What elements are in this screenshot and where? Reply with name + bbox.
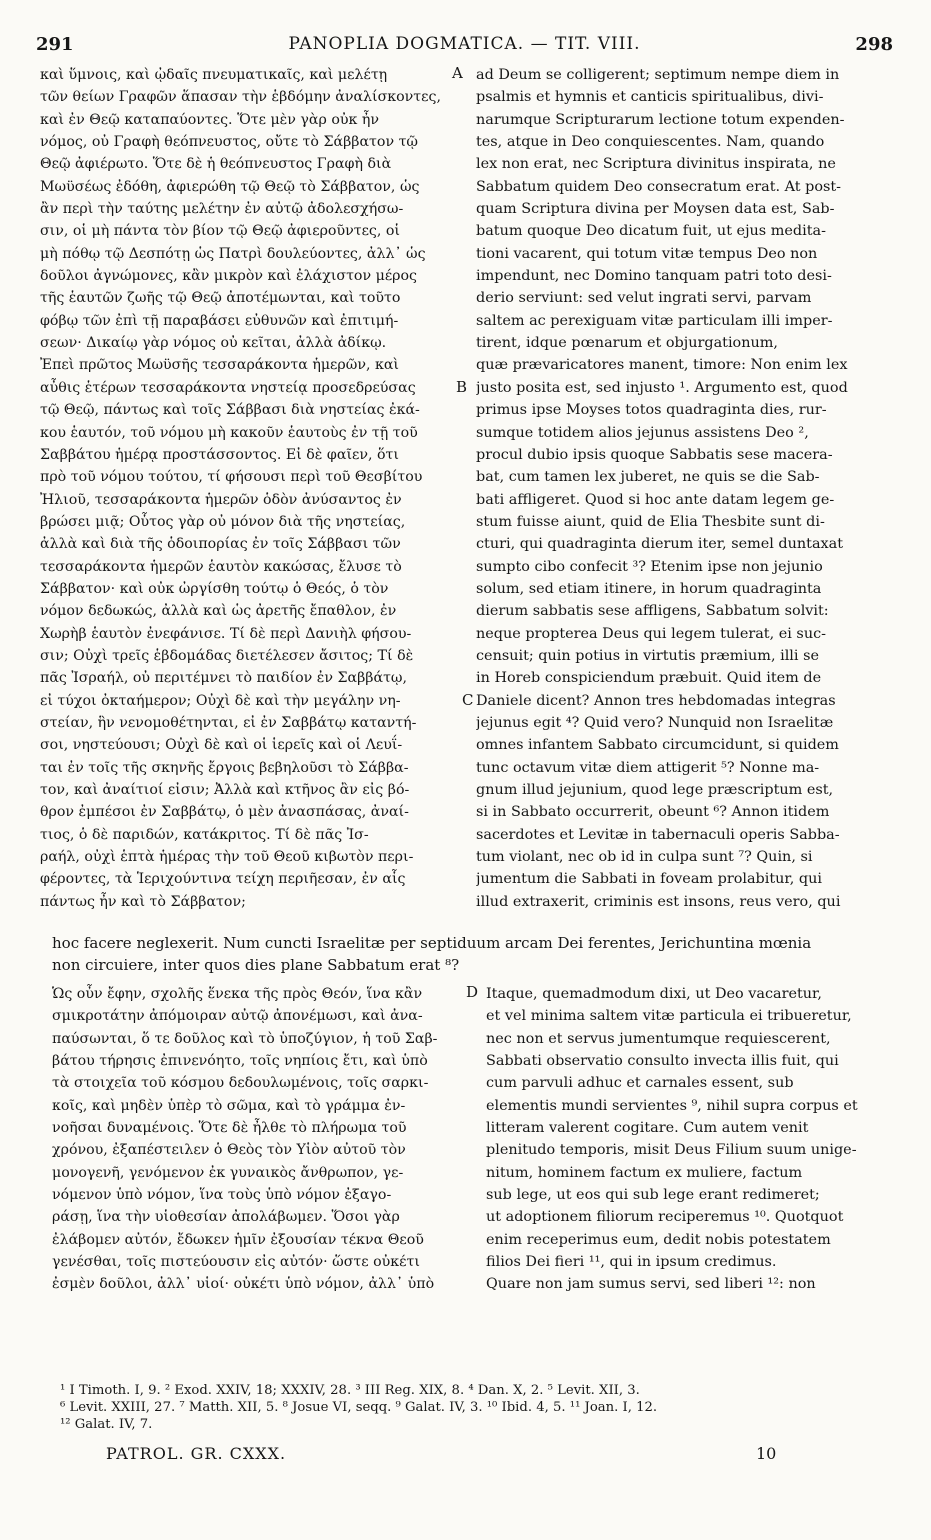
- text-line: βρώσει μιᾷ; Οὗτος γὰρ οὐ μόνον διὰ τῆς νηστείας,: [40, 513, 406, 530]
- latin-column-bottom: [486, 983, 896, 1296]
- text-line: τὰ στοιχεῖα τοῦ κόσμου δεδουλωμένοις, τοῖς σαρκι-: [52, 1075, 429, 1092]
- text-line: Μωϋσέως ἐδόθη, ἀφιερώθη τῷ Θεῷ τὸ Σάββατον, ὡς: [40, 178, 420, 195]
- text-line: φέροντες, τὰ Ἱεριχούντινα τείχη περιῆεσαν, ἐν αἷς: [40, 871, 406, 888]
- text-line: Sabbatum quidem Deo consecratum erat. At post-: [476, 178, 842, 195]
- text-line: κοῖς, καὶ μηδὲν ὑπὲρ τὸ σῶμα, καὶ τὸ γράμμα ἐν-: [52, 1097, 406, 1114]
- margin-letter-b: B: [456, 378, 468, 396]
- text-line: bat, cum tamen lex juberet, ne quis se die Sab-: [476, 469, 820, 486]
- text-line: gnum illud jejunium, quod lege præscriptum est,: [476, 782, 834, 798]
- text-line: νόμενον ὑπὸ νόμον, ἵνα τοὺς ὑπὸ νόμον ἐξαγο-: [52, 1187, 392, 1204]
- text-line: σεων· Δικαίῳ γὰρ νόμος οὐ κεῖται, ἀλλὰ ἀδίκῳ.: [40, 335, 387, 352]
- text-line: tunc octavum vitæ diem attigerit ⁵? Nonne ma-: [476, 759, 820, 776]
- text-line: justo posita est, sed injusto ¹. Argumento est, quod: [476, 379, 848, 396]
- text-line: ad Deum se colligerent; septimum nempe diem in: [476, 67, 840, 83]
- text-line: ραήλ, οὐχὶ ἑπτὰ ἡμέρας τὴν τοῦ Θεοῦ κιβωτὸν περι-: [40, 849, 414, 866]
- text-line: θρον ἐμπέσοι ἐν Σαββάτῳ, ὁ μὲν ἀνασπάσας, ἀναί-: [40, 804, 409, 821]
- running-title: PANOPLIA DOGMATICA. — TIT. VIII.: [288, 34, 641, 54]
- text-line: tirent, idque pœnarum et objurgationum,: [476, 335, 778, 352]
- latin-column-top: [476, 64, 896, 913]
- text-line: ut adoptionem filiorum reciperemus ¹⁰. Quotquot: [486, 1209, 844, 1226]
- text-line: batum quoque Deo dicatum fuit, ut ejus medita-: [476, 223, 826, 240]
- text-line: sub lege, ut eos qui sub lege erant redimeret;: [486, 1187, 820, 1204]
- text-line: ἂν περὶ τὴν ταύτης μελέτην ἐν αὐτῷ ἀδολεσχήσω-: [40, 201, 404, 218]
- text-line: φόβῳ τῶν ἐπὶ τῇ παραβάσει εὐθυνῶν καὶ ἐπιτιμή-: [40, 312, 399, 329]
- text-line: Σάββατον· καὶ οὐκ ὠργίσθη τούτῳ ὁ Θεός, ὁ τὸν: [40, 580, 389, 597]
- greek-column-bottom: [52, 983, 466, 1296]
- text-line: derio serviunt: sed velut ingrati servi, parvam: [476, 290, 812, 307]
- text-line: sumpto cibo confecit ³? Etenim ipse non jejunio: [476, 558, 823, 575]
- text-line: Daniele dicent? Annon tres hebdomadas integras: [476, 692, 836, 709]
- text-line: μὴ πόθῳ τῷ Δεσπότῃ ὡς Πατρὶ δουλεύοντες, ἀλλ᾽ ὡς: [40, 245, 426, 262]
- text-line: plenitudo temporis, misit Deus Filium suum unige-: [486, 1142, 857, 1159]
- text-line: non circuiere, inter quos dies plane Sabbatum erat ⁸?: [52, 956, 460, 975]
- text-line: καὶ ὕμνοις, καὶ ᾠδαῖς πνευματικαῖς, καὶ μελέτῃ: [40, 67, 388, 83]
- text-line: ράσῃ, ἵνα τὴν υἱοθεσίαν ἀπολάβωμεν. Ὅσοι γὰρ: [52, 1209, 400, 1226]
- text-line: litteram valerent cogitare. Cum autem venit: [486, 1120, 809, 1137]
- text-line: impendunt, nec Domino tanquam patri toto desi-: [476, 268, 832, 285]
- margin-letter-d: D: [466, 983, 479, 1001]
- text-line: δοῦλοι ἀγνώμονες, κἂν μικρὸν καὶ ἐλάχιστον μέρος: [40, 268, 417, 285]
- text-line: Quare non jam sumus servi, sed liberi ¹²: non: [486, 1276, 816, 1293]
- text-line: σμικροτάτην ἀπόμοιραν αὐτῷ ἀπονέμωσι, καὶ ἀνα-: [52, 1008, 423, 1025]
- text-line: ¹² Galat. IV, 7.: [60, 1417, 153, 1432]
- text-line: τεσσαράκοντα ἡμερῶν ἑαυτὸν κακώσας, ἔλυσε τὸ: [40, 558, 402, 575]
- text-line: ἐλάβομεν αὐτόν, ἔδωκεν ἡμῖν ἐξουσίαν τέκνα Θεοῦ: [52, 1231, 424, 1248]
- text-line: enim receperimus eum, dedit nobis potestatem: [486, 1231, 831, 1248]
- text-line: σιν; Οὐχὶ τρεῖς ἑβδομάδας διετέλεσεν ἄσιτος; Τί δὲ: [40, 647, 414, 664]
- text-line: νόμος, οὐ Γραφὴ θεόπνευστος, οὔτε τὸ Σάββατον τῷ: [40, 134, 418, 151]
- text-line: νόμον δεδωκώς, ἀλλὰ καὶ ὡς ἀρετῆς ἔπαθλον, ἐν: [40, 603, 397, 620]
- text-line: Θεῷ ἀφιέρωτο. Ὅτε δὲ ἡ θεόπνευστος Γραφὴ διὰ: [40, 156, 392, 173]
- page-footer: [106, 1444, 871, 1468]
- text-line: βάτου τήρησις ἐπινενόητο, τοῖς νηπίοις ἔτι, καὶ ὑπὸ: [52, 1053, 428, 1070]
- text-line: narumque Scripturarum lectione totum expenden-: [476, 111, 845, 128]
- text-line: quam Scriptura divina per Moysen data est, Sab-: [476, 201, 835, 218]
- text-line: et vel minima saltem vitæ particula ei tribueretur,: [486, 1008, 852, 1025]
- running-header: [36, 34, 893, 56]
- text-line: lex non erat, nec Scriptura divinitus inspirata, ne: [476, 156, 836, 173]
- text-line: πάντως ἦν καὶ τὸ Σάββατον;: [40, 893, 246, 910]
- text-line: ἀλλὰ καὶ διὰ τῆς ὁδοιπορίας ἐν τοῖς Σάββασι τῶν: [40, 536, 401, 553]
- text-line: κου ἑαυτόν, τοῦ νόμου μὴ κακοῦν ἑαυτοὺς ἐν τῇ τοῦ: [40, 424, 418, 441]
- series-signature: PATROL. GR. CXXX.: [106, 1444, 287, 1463]
- text-line: Ἐπεὶ πρῶτος Μωϋσῆς τεσσαράκοντα ἡμερῶν, καὶ: [40, 357, 399, 374]
- text-line: στείαν, ἣν νενομοθέτηνται, εἰ ἐν Σαββάτῳ καταντή-: [40, 714, 417, 731]
- page-number-left: 291: [36, 34, 74, 55]
- text-line: tes, atque in Deo conquiescentes. Nam, quando: [476, 134, 825, 151]
- text-line: saltem ac perexiguam vitæ particulam illi imper-: [476, 312, 833, 329]
- text-line: tioni vacarent, qui totum vitæ tempus Deo non: [476, 245, 818, 262]
- text-line: Σαββάτου ἡμέρᾳ προστάσσοντος. Εἰ δὲ φαῖεν, ὅτι: [40, 446, 399, 463]
- text-line: cum parvuli adhuc et carnales essent, sub: [486, 1075, 794, 1092]
- text-line: omnes infantem Sabbato circumcidunt, si quidem: [476, 737, 839, 754]
- text-line: πᾶς Ἰσραήλ, οὐ περιτέμνει τὸ παιδίον ἐν Σαββάτῳ,: [40, 670, 408, 687]
- text-line: elementis mundi servientes ⁹, nihil supra corpus et: [486, 1097, 858, 1114]
- text-line: μονογενῆ, γενόμενον ἐκ γυναικὸς ἄνθρωπον, γε-: [52, 1164, 404, 1181]
- text-line: ⁶ Levit. XXIII, 27. ⁷ Matth. XII, 5. ⁸ Josue VI, seqq. ⁹ Galat. IV, 3. ¹⁰ Ibid. 4, 5. ¹¹ Joan. I, 12.: [60, 1400, 658, 1415]
- text-line: primus ipse Moyses totos quadraginta dies, rur-: [476, 402, 827, 419]
- text-line: καὶ ἐν Θεῷ καταπαύοντες. Ὅτε μὲν γὰρ οὐκ ἦν: [40, 111, 379, 128]
- text-line: nec non et servus jumentumque requiescerent,: [486, 1030, 831, 1047]
- text-line: bati affligeret. Quod si hoc ante datam legem ge-: [476, 491, 835, 508]
- text-line: in Horeb conspiciendum præbuit. Quid item de: [476, 670, 822, 687]
- page-number-right: 298: [855, 34, 893, 55]
- text-line: νοῆσαι δυναμένοις. Ὅτε δὲ ἦλθε τὸ πλήρωμα τοῦ: [52, 1120, 407, 1137]
- gathering-number: 10: [756, 1444, 777, 1463]
- text-line: τῶν θείων Γραφῶν ἅπασαν τὴν ἑβδόμην ἀναλίσκοντες,: [40, 89, 441, 106]
- text-line: τῆς ἑαυτῶν ζωῆς τῷ Θεῷ ἀποτέμωνται, καὶ τοῦτο: [40, 290, 401, 307]
- text-line: Sabbati observatio consulto invecta illis fuit, qui: [486, 1053, 839, 1070]
- text-line: sacerdotes et Levitæ in tabernaculi operis Sabba-: [476, 826, 840, 843]
- text-line: neque propterea Deus qui legem tulerat, ei suc-: [476, 625, 827, 642]
- text-line: τον, καὶ ἀναίτιοί εἰσιν; Ἀλλὰ καὶ κτῆνος ἂν εἰς βό-: [40, 782, 410, 798]
- text-line: ἐσμὲν δοῦλοι, ἀλλ᾽ υἱοί· οὐκέτι ὑπὸ νόμον, ἀλλ᾽ ὑπὸ: [52, 1276, 435, 1293]
- text-line: ¹ I Timoth. I, 9. ² Exod. XXIV, 18; XXXIV, 28. ³ III Reg. XIX, 8. ⁴ Dan. X, 2. ⁵ Levit. XII, 3.: [60, 1383, 640, 1398]
- text-line: αὖθις ἑτέρων τεσσαράκοντα νηστείᾳ προσεδρεύσας: [40, 379, 416, 396]
- text-line: Itaque, quemadmodum dixi, ut Deo vacaretur,: [486, 986, 822, 1002]
- text-line: illud extraxerit, criminis est insons, reus vero, qui: [476, 893, 841, 910]
- text-line: χρόνου, ἐξαπέστειλεν ὁ Θεὸς τὸν Υἱὸν αὐτοῦ τὸν: [52, 1142, 406, 1159]
- text-line: dierum sabbatis sese affligens, Sabbatum solvit:: [476, 603, 829, 620]
- full-width-passage: [52, 932, 902, 977]
- text-line: censuit; quin potius in virtutis præmium, illi se: [476, 647, 819, 664]
- text-line: quæ prævaricatores manent, timore: Non enim lex: [476, 357, 848, 374]
- text-line: nitum, hominem factum ex muliere, factum: [486, 1164, 803, 1181]
- text-line: Χωρὴβ ἑαυτὸν ἐνεφάνισε. Τί δὲ περὶ Δανιὴλ φήσου-: [40, 625, 412, 642]
- text-line: si in Sabbato occurrerit, obeunt ⁶? Annon itidem: [476, 804, 830, 821]
- margin-letter-a: A: [452, 64, 463, 82]
- text-line: τιος, ὁ δὲ παριδών, κατάκριτος. Τί δὲ πᾶς Ἰσ-: [40, 826, 369, 843]
- text-line: sumque totidem alios jejunus assistens Deo ²,: [476, 424, 809, 441]
- text-line: Ἠλιοῦ, τεσσαράκοντα ἡμερῶν ὁδὸν ἀνύσαντος ἐν: [40, 491, 402, 508]
- text-line: εἰ τύχοι ὀκταήμερον; Οὐχὶ δὲ καὶ τὴν μεγάλην νη-: [40, 692, 401, 709]
- text-line: παύσωνται, ὅ τε δοῦλος καὶ τὸ ὑποζύγιον, ἡ τοῦ Σαβ-: [52, 1030, 438, 1047]
- text-line: cturi, qui quadraginta dierum iter, semel duntaxat: [476, 536, 844, 553]
- greek-column-top: [40, 64, 460, 913]
- text-line: jejunus egit ⁴? Quid vero? Nunquid non Israelitæ: [476, 714, 834, 731]
- text-line: ται ἐν τοῖς τῆς σκηνῆς ἔργοις βεβηλοῦσι τὸ Σάββα-: [40, 759, 409, 776]
- text-line: γενέσθαι, τοῖς πιστεύουσιν εἰς αὐτόν· ὥστε οὐκέτι: [52, 1254, 420, 1271]
- text-line: hoc facere neglexerit. Num cuncti Israelitæ per septiduum arcam Dei ferentes, Jerichuntina mœnia: [52, 934, 812, 952]
- margin-letter-c: C: [462, 691, 474, 709]
- text-line: σοι, νηστεύουσι; Οὐχὶ δὲ καὶ οἱ ἱερεῖς καὶ οἱ Λευΐ-: [40, 737, 403, 754]
- text-line: σιν, οἱ μὴ πάντα τὸν βίον τῷ Θεῷ ἀφιεροῦντες, οἱ: [40, 223, 400, 240]
- text-line: procul dubio ipsis quoque Sabbatis sese macera-: [476, 446, 833, 463]
- text-line: Ὡς οὖν ἔφην, σχολῆς ἕνεκα τῆς πρὸς Θεόν, ἵνα κἂν: [52, 986, 423, 1002]
- text-line: solum, sed etiam itinere, in horum quadraginta: [476, 580, 822, 597]
- text-line: filios Dei fieri ¹¹, qui in ipsum credimus.: [486, 1254, 777, 1271]
- text-line: πρὸ τοῦ νόμου τούτου, τί φήσουσι περὶ τοῦ Θεσβίτου: [40, 469, 423, 486]
- text-line: stum fuisse aiunt, quid de Elia Thesbite sunt di-: [476, 513, 825, 530]
- text-line: τῷ Θεῷ, πάντως καὶ τοῖς Σάββασι διὰ νηστείας ἐκά-: [40, 402, 420, 419]
- text-line: jumentum die Sabbati in foveam prolabitur, qui: [476, 871, 822, 888]
- footnotes: [60, 1382, 900, 1433]
- text-line: tum violant, nec ob id in culpa sunt ⁷? Quin, si: [476, 849, 813, 866]
- text-line: psalmis et hymnis et canticis spiritualibus, divi-: [476, 89, 824, 106]
